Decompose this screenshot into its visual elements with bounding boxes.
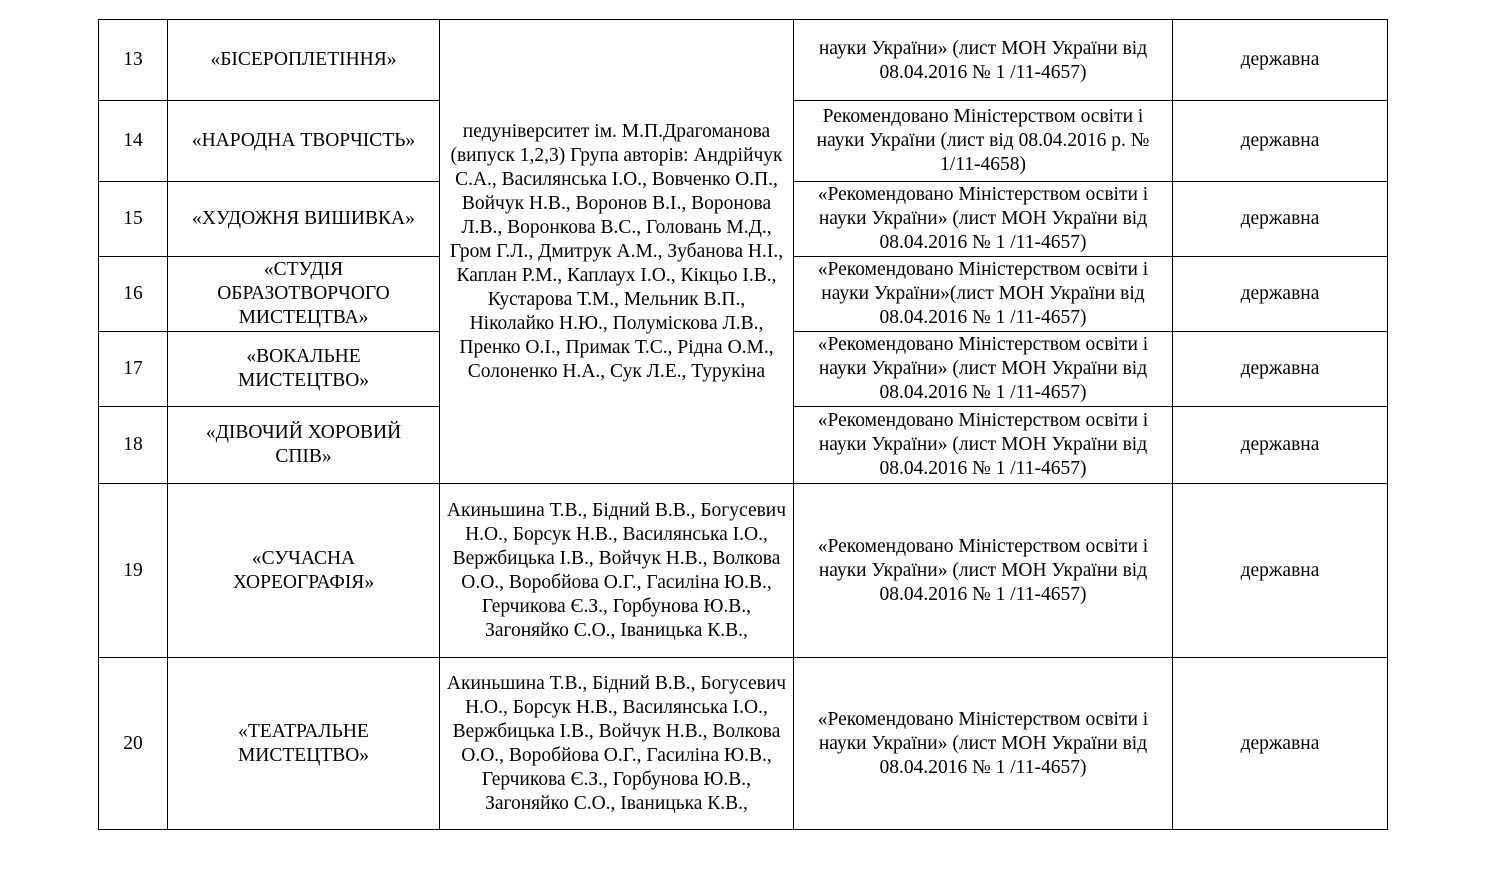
recommendation-cell: «Рекомендовано Міністерством освіти і науки України» (лист МОН України від 08.04.2016 № 1 /11-4657) [794,484,1173,658]
status-cell: державна [1173,658,1388,830]
row-number: 16 [99,257,168,332]
program-title: «СУЧАСНА ХОРЕОГРАФІЯ» [168,484,440,658]
row-number: 14 [99,101,168,182]
row-number: 20 [99,658,168,830]
program-title: «НАРОДНА ТВОРЧІСТЬ» [168,101,440,182]
recommendation-cell: «Рекомендовано Міністерством освіти і науки України»(лист МОН України від 08.04.2016 № 1 /11-4657) [794,257,1173,332]
row-number: 17 [99,332,168,407]
row-number: 19 [99,484,168,658]
row-number: 18 [99,407,168,484]
table-row [99,658,1388,830]
status-cell: державна [1173,484,1388,658]
recommendation-cell: «Рекомендовано Міністерством освіти і науки України» (лист МОН України від 08.04.2016 № 1 /11-4657) [794,407,1173,484]
authors-cell: Акиньшина Т.В., Бідний В.В., Богусевич Н.О., Борсук Н.В., Василянська І.О., Вержбицька І.В., Войчук Н.В., Волкова О.О., Воробйова О.Г., Гасиліна Ю.В., Герчикова Є.З., Горбунова Ю.В., Загоняйко С.О., Іваницька К.В., [440,484,794,658]
table-row [99,484,1388,658]
program-title: «ТЕАТРАЛЬНЕ МИСТЕЦТВО» [168,658,440,830]
recommendation-cell: Рекомендовано Міністерством освіти і науки України (лист від 08.04.2016 р. № 1/11-4658) [794,101,1173,182]
status-cell: державна [1173,101,1388,182]
status-cell: державна [1173,407,1388,484]
authors-cell: педуніверситет ім. М.П.Драгоманова (випуск 1,2,3) Група авторів: Андрійчук С.А., Василянська І.О., Вовченко О.П., Войчук Н.В., Воронов В.І., Воронова Л.В., Воронкова В.С., Головань М.Д., Гром Г.Л., Дмитрук А.М., Зубанова Н.І., Каплан Р.М., Каплаух І.О., Кікцьо І.В., Кустарова Т.М., Мельник В.П., Ніколайко Н.Ю., Полумiскова Л.В., Пренко О.І., Примак Т.С., Рідна О.М., Солоненко Н.А., Сук Л.Е., Турукіна [440,20,794,484]
program-title: «ДІВОЧИЙ ХОРОВИЙ СПІВ» [168,407,440,484]
status-cell: державна [1173,20,1388,101]
recommendation-cell: «Рекомендовано Міністерством освіти і науки України» (лист МОН України від 08.04.2016 № 1 /11-4657) [794,182,1173,257]
program-title: «ХУДОЖНЯ ВИШИВКА» [168,182,440,257]
recommendation-cell: науки України» (лист МОН України від 08.04.2016 № 1 /11-4657) [794,20,1173,101]
program-title: «ВОКАЛЬНЕ МИСТЕЦТВО» [168,332,440,407]
program-title: «БІСЕРОПЛЕТІННЯ» [168,20,440,101]
status-cell: державна [1173,332,1388,407]
row-number: 13 [99,20,168,101]
row-number: 15 [99,182,168,257]
status-cell: державна [1173,257,1388,332]
program-title: «СТУДІЯ ОБРАЗОТВОРЧОГО МИСТЕЦТВА» [168,257,440,332]
recommendation-cell: «Рекомендовано Міністерством освіти і науки України» (лист МОН України від 08.04.2016 № 1 /11-4657) [794,658,1173,830]
recommendation-cell: «Рекомендовано Міністерством освіти і науки України» (лист МОН України від 08.04.2016 № 1 /11-4657) [794,332,1173,407]
table-row [99,20,1388,101]
programs-table [98,19,1388,830]
status-cell: державна [1173,182,1388,257]
authors-cell: Акиньшина Т.В., Бідний В.В., Богусевич Н.О., Борсук Н.В., Василянська І.О., Вержбицька І.В., Войчук Н.В., Волкова О.О., Воробйова О.Г., Гасиліна Ю.В., Герчикова Є.З., Горбунова Ю.В., Загоняйко С.О., Іваницька К.В., [440,658,794,830]
